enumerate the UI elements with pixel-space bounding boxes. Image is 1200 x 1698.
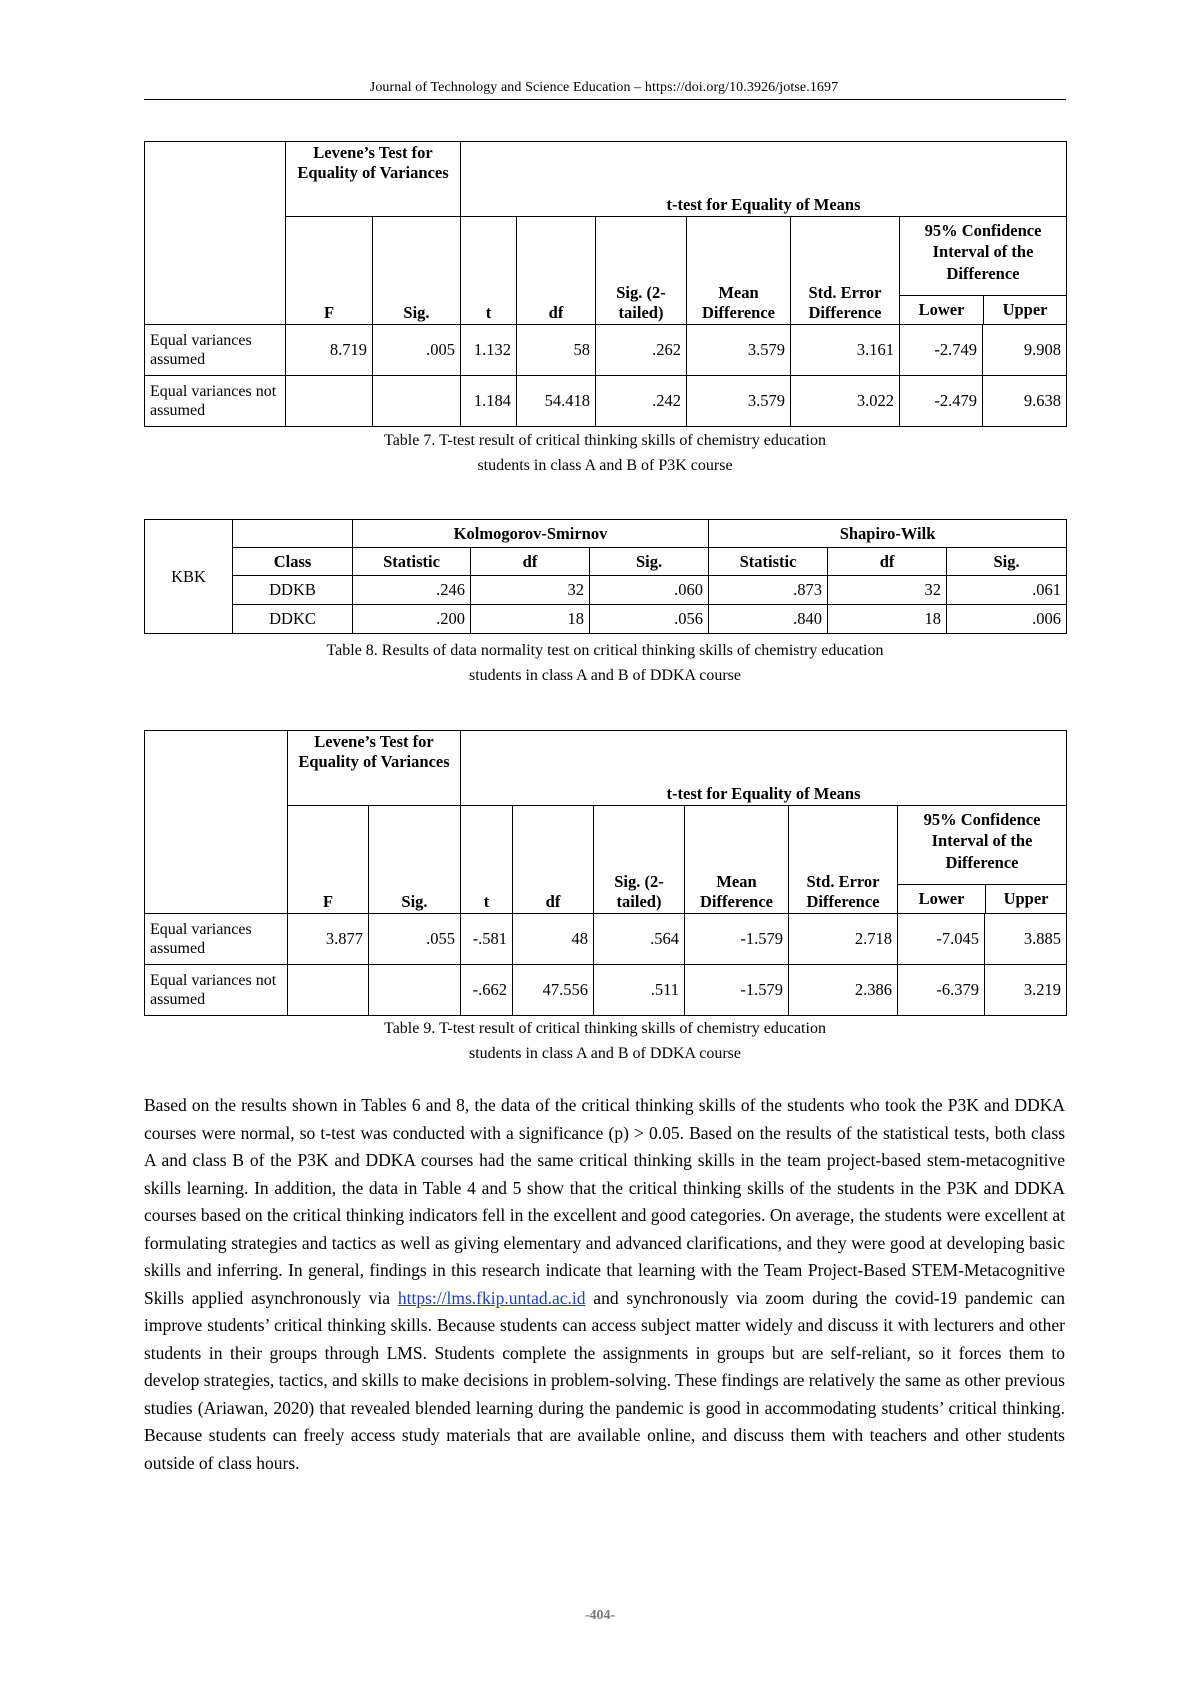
cell-upper: 3.885 [985,914,1067,965]
table-8-sw-header: Shapiro-Wilk [709,520,1067,548]
cell-sw-stat: .873 [709,576,828,605]
cell-lower: -2.749 [900,325,983,376]
cell-ks-df: 18 [471,605,590,634]
cell-se-diff: 2.386 [789,965,898,1016]
cell-f: 3.877 [288,914,369,965]
cell-f [286,376,373,427]
table-9-col-upper: Upper [1003,889,1049,909]
table-8-caption-line-1: Table 8. Results of data normality test on critical thinking skills of chemistry education [326,642,884,659]
table-7-caption [144,428,1066,478]
table-9-caption-line-1: Table 9. T-test result of critical thinking skills of chemistry education [384,1020,826,1037]
table-7-col-se-diff: Std. Error Difference [791,217,900,325]
paragraph-text-part-2: and synchronously via zoom during the covid-19 pandemic can improve students’ critical thinking skills. Because students can access subject matter widely and discuss it with lecturers and other students in their groups through LMS. Students complete the assignments in groups but are self-reliant, so it forces them to develop strategies, tactics, and skills to make decisions in problem-solving. These findings are relatively the same as other previous studies (Ariawan, 2020) that revealed blended learning during the pandemic is good in accommodating students’ critical thinking. Because students can freely access study materials that are available online, and discuss them with teachers and other students outside of class hours. [144,1287,1065,1473]
table-7-col-t: t [461,217,517,325]
cell-upper: 9.908 [983,325,1067,376]
table-7-col-df: df [517,217,596,325]
row-label: Equal variances assumed [145,325,286,376]
table-9-col-f: F [288,806,369,914]
table-9-ttest-header: t-test for Equality of Means [461,731,1067,806]
cell-ks-stat: .246 [353,576,471,605]
table-7-col-lower: Lower [900,296,984,324]
table-row [145,376,1067,427]
cell-upper: 3.219 [985,965,1067,1016]
paragraph-text-part-1: Based on the results shown in Tables 6 and 8, the data of the critical thinking skills of the students who took the P3K and DDKA courses were normal, so t-test was conducted with a significance (p) > 0.05. Based on the results of the statistical tests, both class A and class B of the P3K and DDKA courses had the same critical thinking skills in the team project-based stem-metacognitive skills learning. In addition, the data in Table 4 and 5 show that the critical thinking skills of the students in the P3K and DDKA courses based on the critical thinking indicators fell in the excellent and good categories. On average, the students were excellent at formulating strategies and tactics as well as giving elementary and advanced clarifications, and they were good at developing basic skills and inferring. In general, findings in this research indicate that learning with the Team Project-Based STEM-Metacognitive Skills applied asynchronously via [144,1095,1065,1308]
cell-sw-sig: .061 [947,576,1067,605]
table-8 [144,519,1067,634]
cell-class: DDKB [233,576,353,605]
lms-link[interactable]: https://lms.fkip.untad.ac.id [397,1287,586,1308]
table-7-corner-cell [145,142,286,325]
cell-mean-diff: 3.579 [687,325,791,376]
table-9-corner-cell [145,731,288,914]
table-7-col-upper: Upper [1002,300,1048,320]
table-9-ci-cell [898,806,1067,914]
cell-df: 48 [513,914,594,965]
cell-sig2: .511 [594,965,685,1016]
table-8-caption-line-2: students in class A and B of DDKA course [469,667,741,684]
cell-t: 1.184 [461,376,517,427]
discussion-paragraph [144,1092,1065,1477]
table-8-col-sw-df: df [828,548,947,576]
table-8-col-ks-sig: Sig. [590,548,709,576]
cell-se-diff: 2.718 [789,914,898,965]
cell-upper: 9.638 [983,376,1067,427]
cell-ks-sig: .060 [590,576,709,605]
table-9-col-df: df [513,806,594,914]
cell-df: 54.418 [517,376,596,427]
table-8-col-sw-sig: Sig. [947,548,1067,576]
cell-class: DDKC [233,605,353,634]
table-8-col-ks-df: df [471,548,590,576]
cell-t: -.581 [461,914,513,965]
table-9-col-t: t [461,806,513,914]
table-row [145,576,1067,605]
table-row [145,914,1067,965]
cell-df: 47.556 [513,965,594,1016]
cell-ks-df: 32 [471,576,590,605]
table-row [145,325,1067,376]
table-7-col-sig2: Sig. (2-tailed) [596,217,687,325]
cell-sw-stat: .840 [709,605,828,634]
table-9-col-mean-diff: Mean Difference [685,806,789,914]
table-row [145,965,1067,1016]
cell-lower: -7.045 [898,914,985,965]
table-8-col-class: Class [233,548,353,576]
cell-f [288,965,369,1016]
cell-df: 58 [517,325,596,376]
cell-sig [373,376,461,427]
cell-sig: .005 [373,325,461,376]
cell-f: 8.719 [286,325,373,376]
cell-ks-stat: .200 [353,605,471,634]
table-7-ttest-header: t-test for Equality of Means [461,142,1067,217]
table-9-col-lower: Lower [898,885,986,913]
table-9-caption-line-2: students in class A and B of DDKA course [469,1045,741,1062]
table-8-group-label: KBK [145,520,233,634]
table-8-caption [144,638,1066,688]
table-9-col-sig: Sig. [369,806,461,914]
table-row [145,605,1067,634]
table-8-empty-cell [233,520,353,548]
cell-sw-sig: .006 [947,605,1067,634]
table-8-col-sw-statistic: Statistic [709,548,828,576]
cell-sig: .055 [369,914,461,965]
cell-ks-sig: .056 [590,605,709,634]
row-label: Equal variances assumed [145,914,288,965]
cell-sig2: .564 [594,914,685,965]
cell-t: 1.132 [461,325,517,376]
cell-sw-df: 18 [828,605,947,634]
table-7 [144,141,1067,427]
table-7-col-mean-diff: Mean Difference [687,217,791,325]
cell-t: -.662 [461,965,513,1016]
table-9 [144,730,1067,1016]
table-9-caption [144,1016,1066,1066]
table-7-ci-header: 95% Confidence Interval of the Difference [924,221,1042,283]
cell-sig [369,965,461,1016]
cell-sig2: .242 [596,376,687,427]
cell-lower: -6.379 [898,965,985,1016]
journal-header: Journal of Technology and Science Education – https://doi.org/10.3926/jotse.1697 [369,80,839,95]
cell-sig2: .262 [596,325,687,376]
table-7-col-sig: Sig. [373,217,461,325]
table-7-caption-line-2: students in class A and B of P3K course [477,457,733,474]
cell-se-diff: 3.161 [791,325,900,376]
table-9-ci-header: 95% Confidence Interval of the Difference [923,810,1041,872]
table-9-col-se-diff: Std. Error Difference [789,806,898,914]
table-7-levene-header: Levene’s Test for Equality of Variances [286,142,461,217]
cell-mean-diff: -1.579 [685,914,789,965]
table-7-col-f: F [286,217,373,325]
table-7-caption-line-1: Table 7. T-test result of critical thinking skills of chemistry education [384,432,826,449]
cell-se-diff: 3.022 [791,376,900,427]
cell-sw-df: 32 [828,576,947,605]
table-8-ks-header: Kolmogorov-Smirnov [353,520,709,548]
table-8-col-ks-statistic: Statistic [353,548,471,576]
cell-mean-diff: -1.579 [685,965,789,1016]
table-7-ci-cell [900,217,1067,325]
cell-lower: -2.479 [900,376,983,427]
page-number: -404- [584,1608,616,1623]
table-9-col-sig2: Sig. (2-tailed) [594,806,685,914]
cell-mean-diff: 3.579 [687,376,791,427]
row-label: Equal variances not assumed [145,965,288,1016]
row-label: Equal variances not assumed [145,376,286,427]
header-divider [144,99,1066,100]
table-9-levene-header: Levene’s Test for Equality of Variances [288,731,461,806]
